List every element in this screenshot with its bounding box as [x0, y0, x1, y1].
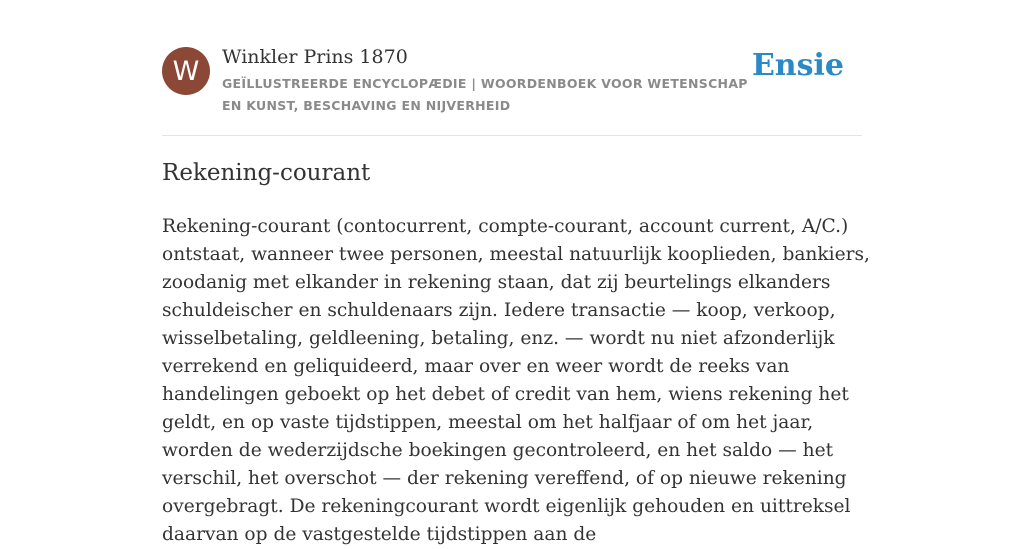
source-title-link[interactable]: Winkler Prins 1870 [222, 46, 408, 68]
ensie-logo[interactable]: Ensie [751, 48, 844, 83]
source-header [162, 0, 862, 136]
source-subtitle: GEÏLLUSTREERDE ENCYCLOPÆDIE | WOORDENBOEK VOOR WETENSCHAP EN KUNST, BESCHAVING EN NIJVERHEID [222, 76, 748, 113]
article-body: Rekening-courant (contocurrent, compte-courant, account current, A/C.) ontstaat, wanneer twee personen, meestal natuurlijk kooplieden, bankiers, zoodanig met elkander in rekening staan, dat zij beurtelings elkanders schuldeischer en schuldenaars zijn. Iedere transactie — koop, verkoop, wisselbetaling, geldleening, betaling, enz. — wordt nu niet afzonderlijk verrekend en geliquideerd, maar over en weer wordt de reeks van handelingen geboekt op het debet of credit van hem, wiens rekening het geldt, en op vaste tijdstippen, meestal om het halfjaar of om het jaar, worden de wederzijdsche boekingen gecontroleerd, en het saldo — het verschil, het overschot — der rekening vereffend, of op nieuwe rekening overgebragt. De rekeningcourant wordt eigenlijk gehouden en uittreksel daarvan op de vastgestelde tijdstippen aan de [162, 216, 870, 545]
source-avatar[interactable]: W [162, 47, 210, 95]
page-container [162, 0, 870, 545]
article-title: Rekening-courant [162, 160, 371, 186]
